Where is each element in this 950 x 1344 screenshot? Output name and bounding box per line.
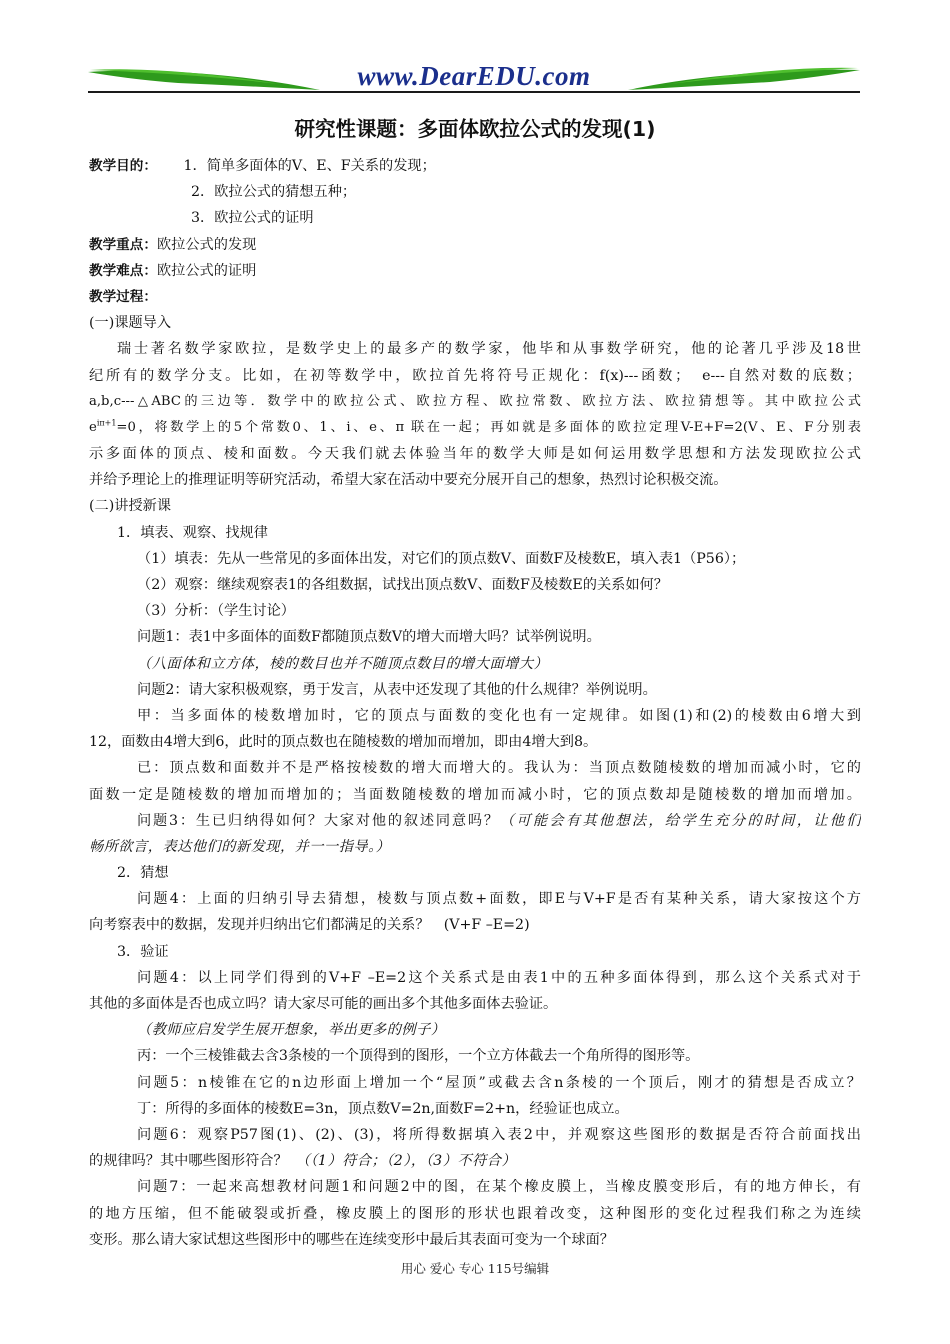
subsection-3-heading: 3．验证 bbox=[117, 943, 169, 960]
focus-row bbox=[89, 232, 861, 258]
euler-e: e bbox=[89, 419, 97, 435]
question-7-line-2: 的地方压缩，但不能破裂或折叠，橡皮膜上的图形的形状也跟着改变，这种图形的变化过程我们称之为连续 bbox=[89, 1205, 861, 1222]
intro-line-6: 并给予理论上的推理证明等研究活动，希望大家在活动中要充分展开自己的想象，热烈讨论积极交流。 bbox=[89, 472, 728, 489]
question-4b-line-2: 其他的多面体是否也成立吗？请大家尽可能的画出多个其他多面体去验证。 bbox=[89, 996, 558, 1012]
question-7-line-3: 变形。那么请大家试想这些图形中的哪些在连续变形中最后其表面可变为一个球面？ bbox=[89, 1231, 614, 1248]
difficulty-label: 教学难点： bbox=[89, 262, 157, 279]
question-7-line-1: 问题7：一起来高想教材问题1和问题2中的图，在某个橡皮膜上，当橡皮膜变形后，有的地方伸长，有 bbox=[137, 1179, 861, 1196]
step-analyze: （3）分析：（学生讨论） bbox=[137, 603, 295, 620]
question-3-text: 问题3：生已归纳得如何？大家对他的叙述同意吗？ bbox=[137, 812, 500, 829]
goals-row bbox=[89, 153, 861, 179]
step-observe: （2）观察：继续观察表1的各组数据，试找出顶点数V、面数F及棱数E的关系如何？ bbox=[137, 577, 668, 593]
focus-text: 欧拉公式的发现 bbox=[156, 236, 257, 253]
subsection-1-heading: 1．填表、观察、找规律 bbox=[117, 524, 268, 541]
step-fill-table: （1）填表：先从一些常见的多面体出发，对它们的顶点数V、面数F及棱数E，填入表1（P56）； bbox=[137, 550, 746, 567]
question-5: 问题5：n棱锥在它的n边形面上增加一个“屋顶”或截去含n条棱的一个顶后，刚才的猜想是否成立？ bbox=[137, 1074, 861, 1091]
answer-jia-line-2: 12，面数由4增大到6，此时的顶点数也在随棱数的增加而增加，即由4增大到8。 bbox=[89, 734, 598, 751]
question-4a-line-2: 向考察表中的数据，发现并归纳出它们都满足的关系？ (V+F –E=2) bbox=[89, 917, 530, 934]
goal-item-1: 1．简单多面体的V、E、F关系的发现； bbox=[183, 158, 436, 174]
intro-line-5: 示多面体的顶点、棱和面数。今天我们就去体验当年的数学大师是如何运用数学思想和方法发现欧拉公式 bbox=[89, 446, 861, 463]
answer-bing: 丙：一个三棱锥截去含3条棱的一个顶得到的图形，一个立方体截去一个角所得的图形等。 bbox=[137, 1048, 700, 1065]
subsection-2-heading: 2．猜想 bbox=[117, 865, 169, 882]
answer-ding: 丁：所得的多面体的棱数E=3n，顶点数V=2n,面数F=2+n，经验证也成立。 bbox=[137, 1100, 629, 1117]
page-title: 研究性课题：多面体欧拉公式的发现(1) bbox=[294, 117, 656, 141]
question-1-note: （八面体和立方体，棱的数目也并不随顶点数目的增大面增大） bbox=[137, 655, 549, 672]
process-label: 教学过程： bbox=[89, 288, 157, 305]
section2-heading: (二)讲授新课 bbox=[89, 498, 172, 515]
intro-line-4 bbox=[89, 415, 861, 441]
question-3-line-1 bbox=[89, 808, 861, 834]
answer-yi-line-2: 面数一定是随棱数的增加而增加的；当面数随棱数的增加而减小时，它的顶点数却是随棱数的增加而增加。 bbox=[89, 786, 861, 803]
question-1: 问题1：表1中多面体的面数F都随顶点数V的增大而增大吗？试举例说明。 bbox=[137, 629, 601, 646]
answer-jia-line-1: 甲：当多面体的棱数增加时，它的顶点与面数的变化也有一定规律。如图(1)和(2)的棱数由6增大到 bbox=[137, 707, 861, 724]
question-4a-line-1: 问题4：上面的归纳引导去猜想，棱数与顶点数+面数，即E与V+F是否有某种关系，请大家按这个方 bbox=[137, 891, 861, 908]
question-6-line-1: 问题6：观察P57图(1)、(2)、(3)，将所得数据填入表2中，并观察这些图形的数据是否符合前面找出 bbox=[137, 1126, 861, 1143]
question-2: 问题2：请大家积极观察，勇于发言，从表中还发现了其他的什么规律？举例说明。 bbox=[137, 681, 657, 698]
focus-label: 教学重点： bbox=[89, 236, 157, 253]
question-4b-note: （教师应启发学生展开想象，举出更多的例子） bbox=[137, 1022, 446, 1039]
answer-yi-line-1: 已：顶点数和面数并不是严格按棱数的增大而增大的。我认为：当顶点数随棱数的增加而减小时，它的 bbox=[137, 760, 861, 777]
difficulty-row bbox=[89, 258, 861, 284]
question-6-note: （（1）符合；（2），（3）不符合） bbox=[295, 1153, 517, 1170]
question-6-line-2 bbox=[89, 1148, 861, 1174]
site-logo-text: www.DearEDU.com bbox=[357, 61, 591, 91]
intro-line-2: 纪所有的数学分支。比如，在初等数学中，欧拉首先将符号正规化：f(x)---函数； e---自然对数的底数； bbox=[89, 367, 861, 384]
intro-line-4-text: =0，将数学上的5个常数0、1、i、e、π 联在一起；再如就是多面体的欧拉定理V-E+F=2(V、E、F分别表 bbox=[116, 419, 861, 435]
intro-line-3: a,b,c---△ABC的三边等．数学中的欧拉公式、欧拉方程、欧拉常数、欧拉方法、欧拉猜想等。其中欧拉公式 bbox=[89, 393, 861, 409]
question-6-text: 的规律吗？其中哪些图形符合？ bbox=[89, 1153, 288, 1170]
goal-item-3: 3．欧拉公式的证明 bbox=[191, 210, 314, 227]
difficulty-text: 欧拉公式的证明 bbox=[156, 262, 257, 279]
question-4b-line-1: 问题4：以上同学们得到的V+F –E=2这个关系式是由表1中的五种多面体得到，那么这个关系式对于 bbox=[137, 969, 861, 986]
intro-line-1: 瑞士著名数学家欧拉，是数学史上的最多产的数学家，他毕和从事数学研究，他的论著几乎涉及18世 bbox=[117, 341, 861, 358]
document-body bbox=[89, 153, 861, 1253]
question-3-note: （可能会有其他想法，给学生充分的时间，让他们 bbox=[499, 812, 861, 829]
goals-label: 教学目的： bbox=[89, 158, 157, 174]
intro-heading: (一)课题导入 bbox=[89, 315, 172, 332]
header-rule bbox=[88, 91, 860, 93]
header-banner bbox=[88, 62, 860, 96]
goal-item-2: 2．欧拉公式的猜想五种； bbox=[191, 184, 357, 201]
page-footer: 用心 爱心 专心 115号编辑 bbox=[400, 1261, 550, 1276]
question-3-line-2: 畅所欲言，表达他们的新发现，并一一指导。） bbox=[89, 838, 391, 855]
euler-exponent: iπ+1 bbox=[96, 418, 117, 428]
